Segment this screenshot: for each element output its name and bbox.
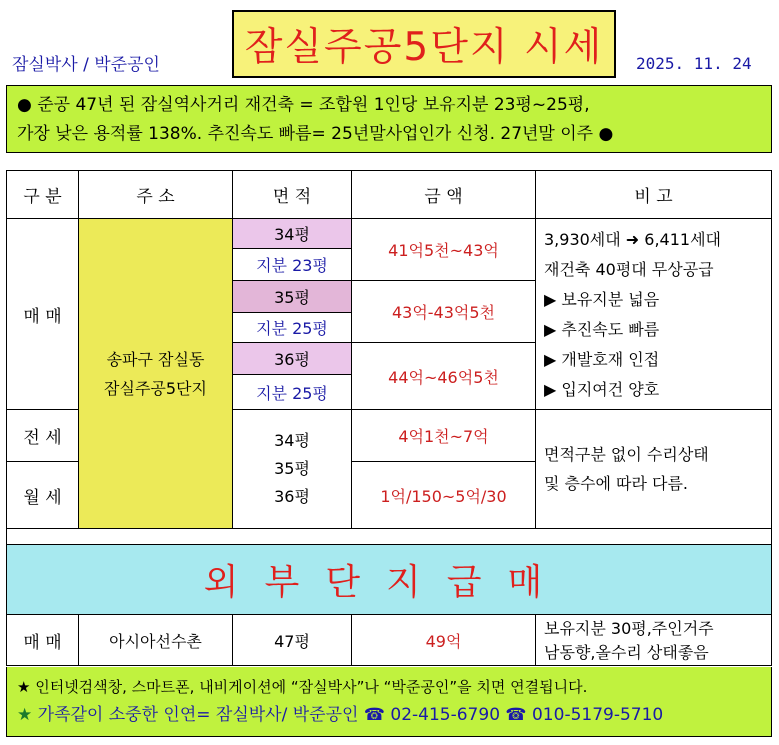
price-table — [6, 170, 772, 666]
urgent-sale-banner — [7, 545, 771, 615]
rent-area-35: 35평 — [274, 459, 310, 478]
remark-speed: ▶ 추진속도 빠름 — [544, 320, 660, 339]
address-line-1: 송파구 잠실동 — [106, 349, 205, 369]
rent-remarks — [536, 410, 771, 529]
category-sale: 매 매 — [7, 219, 79, 410]
urgent-address: 아시아선수촌 — [79, 615, 233, 666]
category-jeonse: 전 세 — [7, 410, 79, 462]
urgent-sale-title: 외부단지급매 — [203, 562, 569, 603]
remark-location: ▶ 입지여건 양호 — [544, 380, 660, 399]
contact-banner — [6, 667, 772, 737]
address-line-2: 잠실주공5단지 — [104, 378, 207, 398]
remark-share: ▶ 보유지분 넓음 — [544, 290, 660, 309]
rent-area-36: 36평 — [274, 487, 310, 506]
rent-remark-2: 및 층수에 따라 다름. — [544, 474, 688, 493]
category-wolse: 월 세 — [7, 462, 79, 529]
area-36: 36평 — [233, 343, 352, 375]
price-35: 43억-43억5천 — [352, 281, 536, 343]
rent-areas — [233, 410, 352, 529]
page-title: 잠실주공5단지 시세 — [244, 25, 604, 70]
sale-remarks — [536, 219, 771, 410]
star-icon: ★ — [17, 705, 33, 725]
urgent-remarks — [536, 615, 771, 666]
summary-line-1: ● 준공 47년 된 잠실역사거리 재건축 = 조합원 1인당 보유지분 23평~25평, — [17, 95, 590, 115]
urgent-remark-2: 남동향,올수리 상태좋음 — [544, 642, 709, 662]
contact-line-1: ★ 인터넷검색창, 스마트폰, 내비게이션에 “잠실박사”나 “박준공인”을 치면 연결됩니다. — [17, 678, 588, 696]
urgent-remark-1: 보유지분 30평,주인거주 — [544, 618, 714, 638]
remark-development: ▶ 개발호재 인접 — [544, 350, 660, 369]
rent-area-34: 34평 — [274, 431, 310, 450]
col-header-category: 구 분 — [7, 171, 79, 219]
contact-line-2 — [17, 701, 761, 729]
report-date: 2025. 11. 24 — [636, 54, 752, 73]
area-34: 34평 — [233, 219, 352, 249]
price-wolse: 1억/150~5억/30 — [352, 462, 536, 529]
col-header-area: 면 적 — [233, 171, 352, 219]
summary-banner — [6, 85, 772, 153]
price-jeonse: 4억1천~7억 — [352, 410, 536, 462]
urgent-price: 49억 — [352, 615, 536, 666]
col-header-remarks: 비 고 — [536, 171, 771, 219]
price-36: 44억~46억5천 — [352, 343, 536, 410]
remark-free-supply: 재건축 40평대 무상공급 — [544, 260, 714, 279]
urgent-category: 매 매 — [7, 615, 79, 666]
col-header-address: 주 소 — [79, 171, 233, 219]
spacer-row — [7, 529, 771, 545]
agency-name: 잠실박사 / 박준공인 — [12, 55, 160, 75]
share-23: 지분 23평 — [233, 249, 352, 281]
page-title-box — [232, 10, 616, 78]
share-25-a: 지분 25평 — [233, 313, 352, 343]
address-cell — [79, 219, 233, 529]
urgent-area: 47평 — [233, 615, 352, 666]
summary-line-2: 가장 낮은 용적률 138%. 추진속도 빠름= 25년말사업인가 신청. 27년말 이주 ● — [17, 124, 614, 144]
remark-households: 3,930세대 ➜ 6,411세대 — [544, 230, 722, 249]
col-header-amount: 금 액 — [352, 171, 536, 219]
rent-remark-1: 면적구분 없이 수리상태 — [544, 445, 709, 464]
share-25-b: 지분 25평 — [233, 375, 352, 410]
contact-line-2-text: 가족같이 소중한 인연= 잠실박사/ 박준공인 ☎ 02-415-6790 ☎ 010-5179-5710 — [32, 705, 664, 725]
area-35: 35평 — [233, 281, 352, 313]
price-34: 41억5천~43억 — [352, 219, 536, 281]
